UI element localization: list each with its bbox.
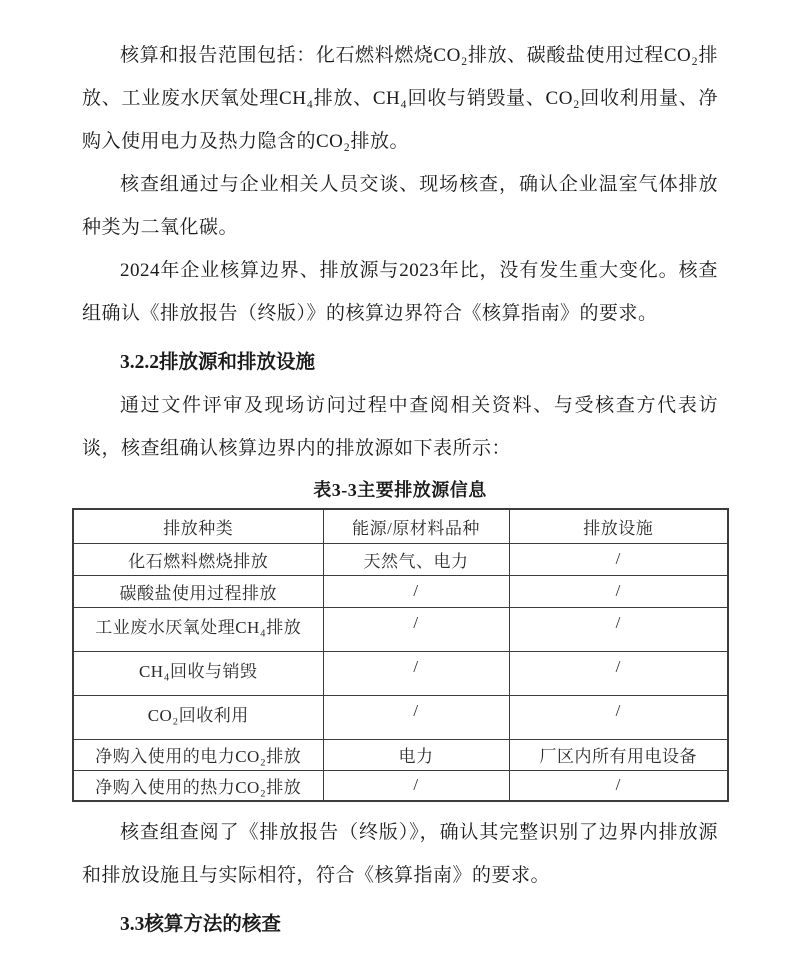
table-cell: /: [509, 651, 728, 695]
table-cell: /: [509, 770, 728, 801]
table-cell: /: [509, 575, 728, 607]
table-cell: /: [323, 651, 509, 695]
table-cell: /: [509, 543, 728, 575]
col-header-emission-facility: 排放设施: [509, 509, 728, 543]
table-row: [73, 695, 728, 739]
paragraph-gas-type-confirmation: 核查组通过与企业相关人员交谈、现场核查，确认企业温室气体排放种类为二氧化碳。: [82, 174, 718, 238]
col-header-emission-type: 排放种类: [73, 509, 323, 543]
table-row: [73, 739, 728, 770]
table-cell: CH₄回收与销毁: [73, 651, 323, 695]
table-cell: /: [323, 695, 509, 739]
table-row: [73, 770, 728, 801]
paragraph-document-review: 通过文件评审及现场访问过程中查阅相关资料、与受核查方代表访谈，核查组确认核算边界内的排放源如下表所示：: [82, 395, 718, 459]
section-heading-3-2-2: 3.2.2排放源和排放设施: [120, 352, 316, 373]
section-heading-3-3: 3.3核算方法的核查: [120, 914, 281, 935]
table-cell: 化石燃料燃烧排放: [73, 543, 323, 575]
table-cell: 工业废水厌氧处理CH₄排放: [73, 607, 323, 651]
table-cell: /: [509, 695, 728, 739]
table-cell: 厂区内所有用电设备: [509, 739, 728, 770]
paragraph-accounting-scope: 核算和报告范围包括：化石燃料燃烧CO₂排放、碳酸盐使用过程CO₂排放、工业废水厌氧处理CH₄排放、CH₄回收与销毁量、CO₂回收利用量、净购入使用电力及热力隐含的CO₂排放。: [82, 45, 718, 152]
table-header-row: [73, 509, 728, 543]
paragraph-report-confirmation: 核查组查阅了《排放报告（终版）》，确认其完整识别了边界内排放源和排放设施且与实际相符，符合《核算指南》的要求。: [82, 822, 718, 886]
table-cell: /: [323, 575, 509, 607]
table-row: [73, 607, 728, 651]
table-row: [73, 543, 728, 575]
table-cell: 电力: [323, 739, 509, 770]
col-header-energy-material: 能源/原材料品种: [323, 509, 509, 543]
table-cell: /: [323, 770, 509, 801]
paragraph-boundary-change: 2024年企业核算边界、排放源与2023年比，没有发生重大变化。核查组确认《排放报告（终版）》的核算边界符合《核算指南》的要求。: [82, 260, 718, 324]
table-row: [73, 651, 728, 695]
table-cell: /: [509, 607, 728, 651]
table-cell: /: [323, 607, 509, 651]
emission-source-table: [72, 508, 729, 802]
table-caption: 表3-3主要排放源信息: [313, 480, 487, 500]
table-cell: 碳酸盐使用过程排放: [73, 575, 323, 607]
table-row: [73, 575, 728, 607]
table-cell: 净购入使用的电力CO₂排放: [73, 739, 323, 770]
table-cell: 净购入使用的热力CO₂排放: [73, 770, 323, 801]
table-cell: 天然气、电力: [323, 543, 509, 575]
table-cell: CO₂回收利用: [73, 695, 323, 739]
